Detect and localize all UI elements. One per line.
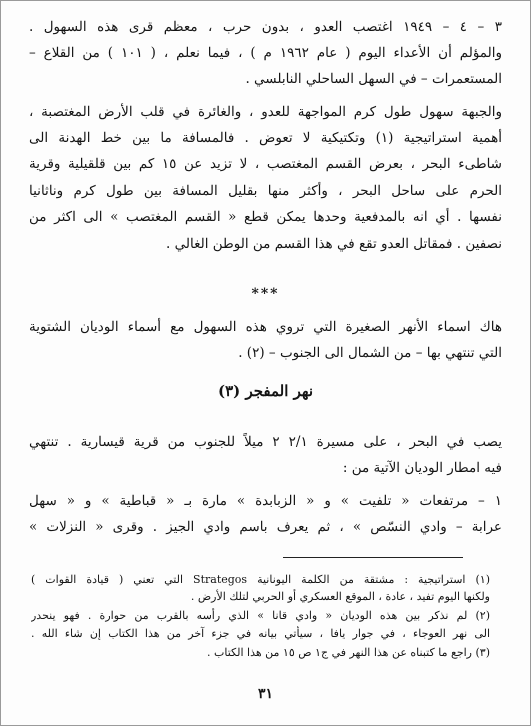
text-line: أهمية استراتيجية (١) وتكتيكية لا تعوض . فالمسافة ما بين خط الهدنة الى: [29, 130, 502, 146]
text-line: هاك اسماء الأنهر الصغيرة التي تروي هذه السهول مع أسماء الوديان الشتوية: [29, 319, 502, 335]
text-line: المستعمرات – في السهل الساحلي النابلسي .: [245, 71, 502, 87]
text-line: الحرم على ساحل البحر ، وأكثر منها بقليل المسافة بين طول كرم وناثانيا: [29, 183, 502, 199]
footnote-line: (٢) لم نذكر بين هذه الوديان « وادي قانا » الذي رأسه بالقرب من حوارة . فهو ينحدر: [31, 609, 490, 622]
footnote-line: (٣) راجع ما كتبناه عن هذا النهر في ج١ ص ١٥ من هذا الكتاب .: [207, 646, 490, 659]
footnote-line: (١) استراتيجية : مشتقة من الكلمة اليونانية Strategos التي تعني ( قيادة القوات ): [31, 573, 490, 586]
text-line: نصفين . فمقاتل العدو تقع في هذا القسم من الوطن الغالي .: [166, 236, 502, 252]
text-line: ٣ – ٤ – ١٩٤٩ اغتصب العدو ، بدون حرب ، معظم قرى هذه السهول .: [29, 19, 502, 35]
page-number: ٣١: [257, 686, 274, 702]
footnote-line: ولكنها اليوم تفيد ، عادة ، الموقع العسكري أو الحربي لتلك الأرض .: [190, 590, 490, 603]
footnote-line: الى نهر العوجاء ، في جوار يافا ، سيأتي بيانه في جزء آخر من هذا الكتاب إن شاء الله .: [31, 627, 490, 640]
text-line: شاطىء البحر ، بعرض القسم المغتصب ، لا تزيد عن ١٥ كم بين قلقيلية وقرية: [29, 156, 502, 172]
text-line: والمؤلم أن الأعداء اليوم ( عام ١٩٦٢ م ) ، فيما نعلم ، ( ١٠١ ) من القلاع –: [29, 45, 502, 61]
text-line: عرابة – وادي النسّص » ، ثم يعرف باسم وادي الجيز . وقرى « النزلات »: [29, 519, 502, 535]
text-line: التي تنتهي بها – من الشمال الى الجنوب – (٢) .: [238, 345, 502, 361]
text-line: ١ – مرتفعات « تلفيت » و « الزبابدة » مارة بـ « قباطية » و « سهل: [29, 493, 502, 509]
section-heading: نهر المفجر (٣): [217, 382, 314, 400]
text-line: فيه امطار الوديان الآتية من :: [342, 460, 502, 476]
text-line: نفسها . أي انه بالمدفعية وحدها يمكن قطع « القسم المغتصب » الى اكثر من: [29, 209, 502, 225]
text-line: والجبهة سهول طول كرم المواجهة للعدو ، والغائرة في قلب الأرض المغتصبة ،: [29, 104, 502, 120]
footnote-divider: [283, 557, 463, 558]
section-separator: ***: [251, 286, 280, 302]
text-line: يصب في البحر ، على مسيرة ٢/١ ٢ ميلاً للجنوب من قرية قيسارية . تنتهي: [29, 434, 502, 450]
